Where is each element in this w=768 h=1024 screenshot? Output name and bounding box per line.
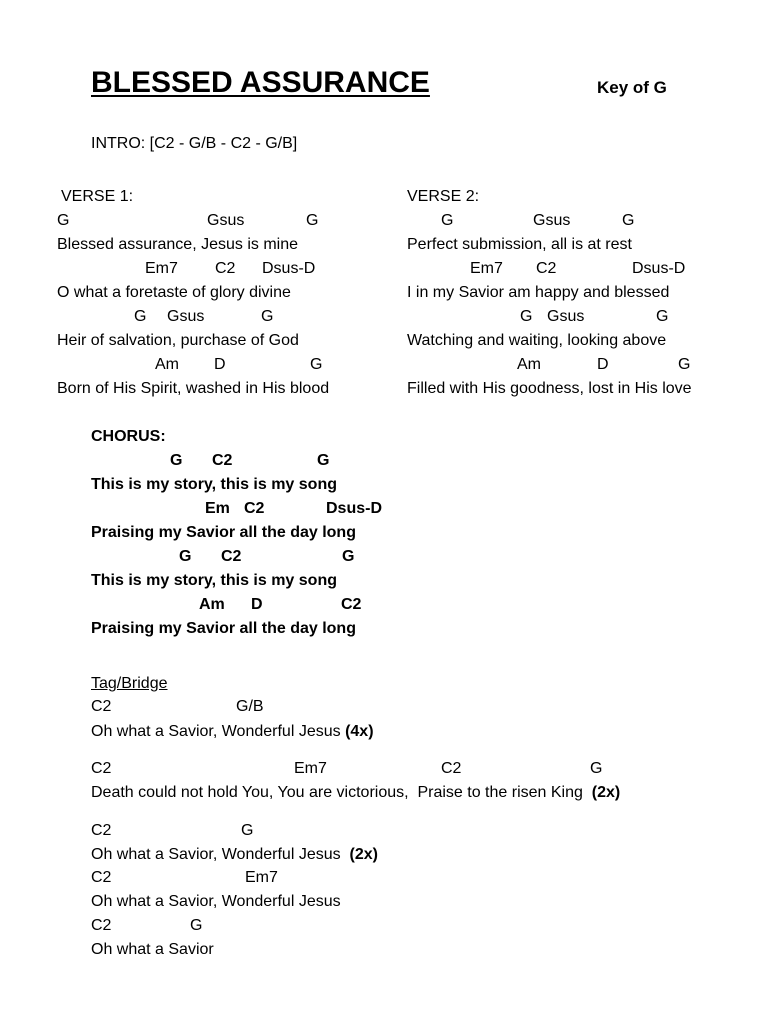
chord: G bbox=[241, 822, 254, 839]
lyric-line: This is my story, this is my song bbox=[91, 572, 337, 589]
chord: G bbox=[441, 212, 454, 229]
lyric-line bbox=[91, 722, 374, 742]
lyric-line: I in my Savior am happy and blessed bbox=[407, 284, 670, 301]
chord: Am bbox=[517, 356, 541, 373]
lyric-line: Perfect submission, all is at rest bbox=[407, 236, 632, 253]
tag-bridge-label: Tag/Bridge bbox=[91, 675, 168, 692]
chord: G bbox=[317, 452, 330, 469]
song-title: BLESSED ASSURANCE bbox=[91, 66, 430, 99]
lyric-line: Watching and waiting, looking above bbox=[407, 332, 667, 349]
chord: G bbox=[57, 212, 70, 229]
chord: D bbox=[251, 596, 263, 613]
chord: D bbox=[597, 356, 609, 373]
lyric-line: This is my story, this is my song bbox=[91, 476, 337, 493]
chord: Em7 bbox=[145, 260, 178, 277]
intro-line: INTRO: [C2 - G/B - C2 - G/B] bbox=[91, 135, 298, 152]
chord: Em7 bbox=[294, 760, 327, 777]
chord: C2 bbox=[341, 596, 362, 613]
lyric-line: Born of His Spirit, washed in His blood bbox=[57, 380, 330, 397]
repeat-marker: (2x) bbox=[349, 846, 378, 863]
chord: C2 bbox=[244, 500, 265, 517]
chord: G bbox=[134, 308, 147, 325]
chorus-label: CHORUS: bbox=[91, 428, 166, 445]
chord: G bbox=[656, 308, 669, 325]
lyric-line: Praising my Savior all the day long bbox=[91, 620, 356, 637]
chord: C2 bbox=[221, 548, 242, 565]
chord: Am bbox=[155, 356, 179, 373]
chord: C2 bbox=[91, 917, 112, 934]
lyric-line: Blessed assurance, Jesus is mine bbox=[57, 236, 298, 253]
chord: G bbox=[306, 212, 319, 229]
lyric-line: Filled with His goodness, lost in His love bbox=[407, 380, 692, 397]
chord: Gsus bbox=[547, 308, 585, 325]
verse-1-label: VERSE 1: bbox=[61, 188, 134, 205]
repeat-marker: (4x) bbox=[345, 723, 374, 740]
song-key: Key of G bbox=[597, 78, 667, 97]
chord: C2 bbox=[215, 260, 236, 277]
chord: Gsus bbox=[207, 212, 245, 229]
chord: D bbox=[214, 356, 226, 373]
chord: Em7 bbox=[470, 260, 503, 277]
chord: Dsus-D bbox=[632, 260, 686, 277]
lyric-line: Heir of salvation, purchase of God bbox=[57, 332, 299, 349]
chord: Am bbox=[199, 596, 225, 613]
lyric-line bbox=[91, 845, 378, 865]
chord: C2 bbox=[91, 869, 112, 886]
chord: G bbox=[261, 308, 274, 325]
chord: Dsus-D bbox=[326, 500, 383, 517]
lyric-line: Praising my Savior all the day long bbox=[91, 524, 356, 541]
lyric-text: Death could not hold You, You are victorious, Praise to the risen King bbox=[91, 784, 583, 801]
chord: G bbox=[170, 452, 183, 469]
chord: Em7 bbox=[245, 869, 278, 886]
chord: G bbox=[678, 356, 691, 373]
chord: C2 bbox=[91, 698, 112, 715]
chord: G/B bbox=[236, 698, 264, 715]
chord: G bbox=[310, 356, 323, 373]
lyric-text: Oh what a Savior, Wonderful Jesus bbox=[91, 846, 341, 863]
lyric-line: Oh what a Savior bbox=[91, 941, 214, 958]
chord: C2 bbox=[212, 452, 233, 469]
chord: G bbox=[622, 212, 635, 229]
lyric-text: Oh what a Savior, Wonderful Jesus bbox=[91, 723, 341, 740]
chord: C2 bbox=[441, 760, 462, 777]
lyric-line bbox=[91, 783, 620, 803]
lyric-line: O what a foretaste of glory divine bbox=[57, 284, 291, 301]
chord: G bbox=[190, 917, 203, 934]
chord: Dsus-D bbox=[262, 260, 316, 277]
lyric-line: Oh what a Savior, Wonderful Jesus bbox=[91, 893, 341, 910]
chord: C2 bbox=[91, 822, 112, 839]
chord: Gsus bbox=[167, 308, 205, 325]
chord: Em bbox=[205, 500, 230, 517]
verse-2-label: VERSE 2: bbox=[407, 188, 480, 205]
chord: G bbox=[179, 548, 192, 565]
chord: G bbox=[520, 308, 533, 325]
chord: C2 bbox=[91, 760, 112, 777]
repeat-marker: (2x) bbox=[591, 784, 621, 801]
chord: G bbox=[342, 548, 355, 565]
chord: G bbox=[590, 760, 603, 777]
chord: Gsus bbox=[533, 212, 571, 229]
chord: C2 bbox=[536, 260, 557, 277]
